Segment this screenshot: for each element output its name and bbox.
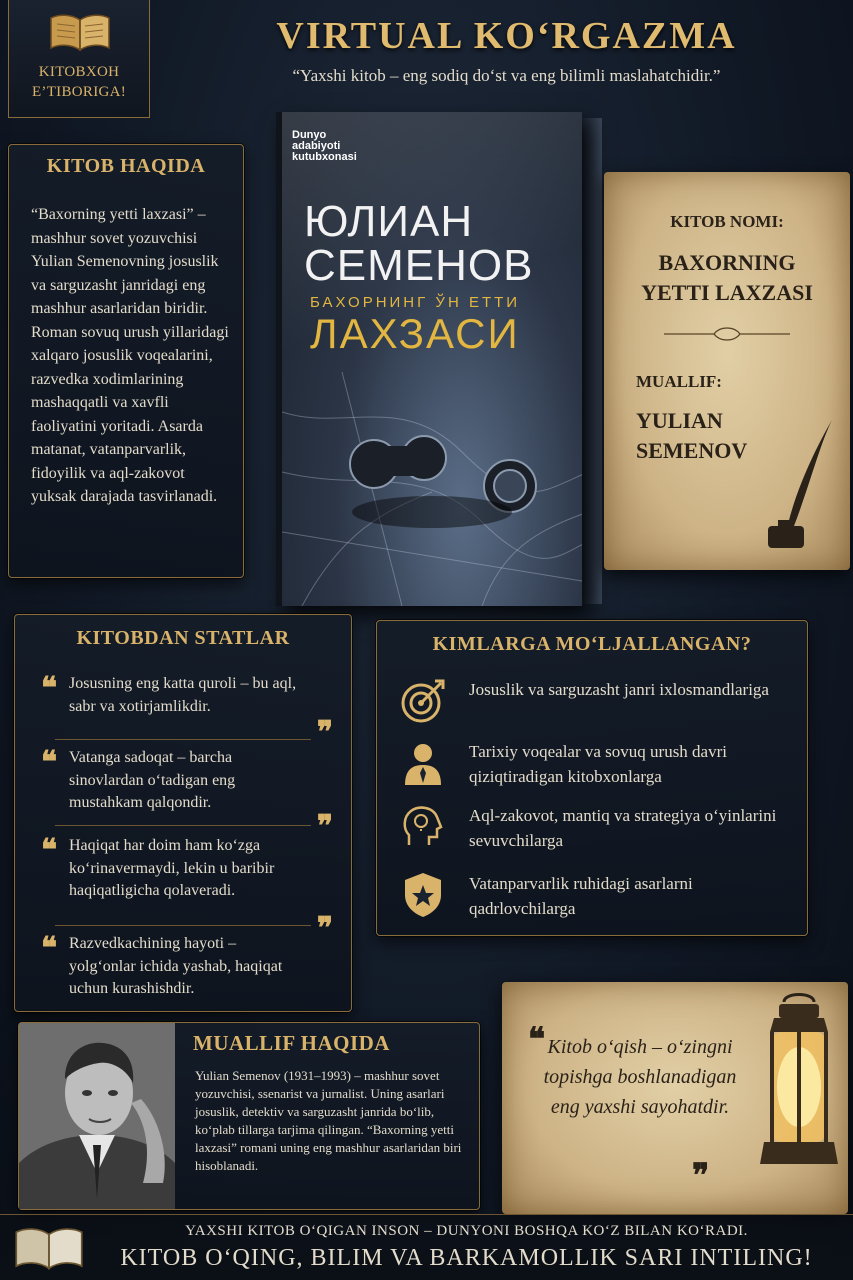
open-book-icon	[14, 1225, 84, 1271]
quote-open-icon: ❝	[528, 1021, 546, 1057]
map-background-image	[282, 112, 582, 606]
quotes-heading: KITOBDAN STATLAR	[76, 627, 290, 649]
quote-close-icon: ❞	[316, 810, 333, 843]
book-title-label: KITOB NOMI:	[670, 212, 784, 231]
quote-text: Haqiqat har doim ham ko‘zga ko‘rinavermaydi, lekin u baribir haqiqatligicha qolaveradi.	[69, 837, 275, 899]
ornament-divider	[604, 324, 850, 344]
closing-quote-card	[502, 982, 848, 1214]
quote-text: Josusning eng katta quroli – bu aql, sabr va xotirjamlikdir.	[69, 675, 297, 715]
about-author-panel	[18, 1022, 480, 1210]
footer	[0, 1214, 853, 1280]
about-book-panel	[8, 144, 244, 578]
quote-text: Razvedkachining hayoti – yolg‘onlar ichida yashab, haqiqat uchun kurashishdir.	[69, 935, 283, 997]
footer-slogan: KITOB O‘QING, BILIM VA BARKAMOLLIK SARI INTILING!	[120, 1245, 813, 1271]
page-title: VIRTUAL KO‘RGAZMA	[276, 15, 737, 57]
audience-text: Aql-zakovot, mantiq va strategiya o‘yinlarini sevuvchilarga	[469, 806, 777, 850]
open-book-icon	[49, 12, 111, 52]
divider	[55, 825, 311, 826]
quote-text: Vatanga sadoqat – barcha sinovlardan o‘tadigan eng mustahkam qalqondir.	[69, 749, 236, 811]
book-author-label: MUALLIF:	[636, 372, 722, 391]
about-book-text: “Baxorning yetti laxzasi” – mashhur sovet yozuvchisi Yulian Semenovning josuslik va sarguzasht janridagi eng mashhur asarlaridan biridir. Roman sovuq urush yillaridagi xalqaro josuslik voqealarini, razvedka xodimlarining mashaqqatli va xavfli faoliyatini yoritadi. Asarda matanat, vatanparvarlik, fidoyilik va aql-zakovot yuksak darajada tasvirlanadi.	[31, 206, 229, 505]
person-icon	[399, 739, 447, 787]
audience-item	[399, 803, 793, 859]
divider	[55, 739, 311, 740]
book-info-card	[604, 172, 850, 570]
target-audience-panel	[376, 620, 808, 936]
quote-open-icon: ❝	[41, 932, 58, 965]
lantern-icon	[754, 992, 844, 1212]
brain-bulb-icon	[399, 803, 447, 851]
quote-close-icon: ❞	[316, 912, 333, 945]
book-spine	[582, 118, 602, 604]
about-book-heading: KITOB HAQIDA	[46, 155, 206, 177]
shield-star-icon	[399, 871, 447, 919]
quill-inkwell-icon	[748, 414, 838, 554]
audience-text: Vatanparvarlik ruhidagi asarlarni qadrlovchilarga	[469, 874, 693, 918]
cover-subtitle: БАХОРНИНГ ЎН ЕТТИ	[310, 294, 521, 311]
quote-close-icon: ❞	[692, 1157, 710, 1193]
audience-item	[399, 871, 793, 927]
audience-text: Josuslik va sarguzasht janri ixlosmandlariga	[469, 680, 769, 699]
book-title-value: BAXORNING YETTI LAXZASI	[641, 250, 813, 305]
target-icon	[399, 677, 447, 725]
about-author-text: Yulian Semenov (1931–1993) – mashhur sovet yozuvchisi, ssenarist va jurnalist. Uning asarlari josuslik, detektiv va sarguzasht janrida bo‘lib, ko‘plab tillarga tarjima qilingan. “Baxorning yetti laxzasi” romani uning eng mashhur asarlaridan biri hisoblanadi.	[195, 1068, 462, 1173]
quote-open-icon: ❝	[41, 746, 58, 779]
audience-item	[399, 739, 793, 795]
cover-author: ЮЛИАН СЕМЕНОВ	[304, 197, 534, 290]
book-author-value: YULIAN SEMENOV	[636, 408, 748, 463]
quote-open-icon: ❝	[41, 672, 58, 705]
audience-heading: KIMLARGA MO‘LJALLANGAN?	[432, 633, 752, 655]
about-author-heading: MUALLIF HAQIDA	[193, 1031, 390, 1055]
closing-quote-text: Kitob o‘qish – o‘zingni topishga boshlanadigan eng yaxshi sayohatdir.	[543, 1036, 737, 1118]
book-cover	[276, 112, 582, 606]
divider	[55, 925, 311, 926]
publisher-logo: Dunyo adabiyoti kutubxonasi	[292, 129, 357, 163]
audience-item	[399, 677, 793, 733]
footer-tagline: YAXSHI KITOB O‘QIGAN INSON – DUNYONI BOSHQA KO‘Z BILAN KO‘RADI.	[185, 1223, 748, 1239]
top-left-badge	[8, 0, 150, 118]
book-quotes-panel	[14, 614, 352, 1012]
quote-open-icon: ❝	[41, 834, 58, 867]
author-photo	[19, 1023, 175, 1209]
header-quote: “Yaxshi kitob – eng sodiq do‘st va eng bilimli maslahatchidir.”	[292, 66, 721, 85]
badge-label: KITOBXOH E’TIBORIGA!	[31, 64, 127, 100]
audience-text: Tarixiy voqealar va sovuq urush davri qiziqtiradigan kitobxonlarga	[469, 742, 727, 786]
quote-close-icon: ❞	[316, 716, 333, 749]
cover-title: ЛАХЗАСИ	[310, 310, 520, 357]
